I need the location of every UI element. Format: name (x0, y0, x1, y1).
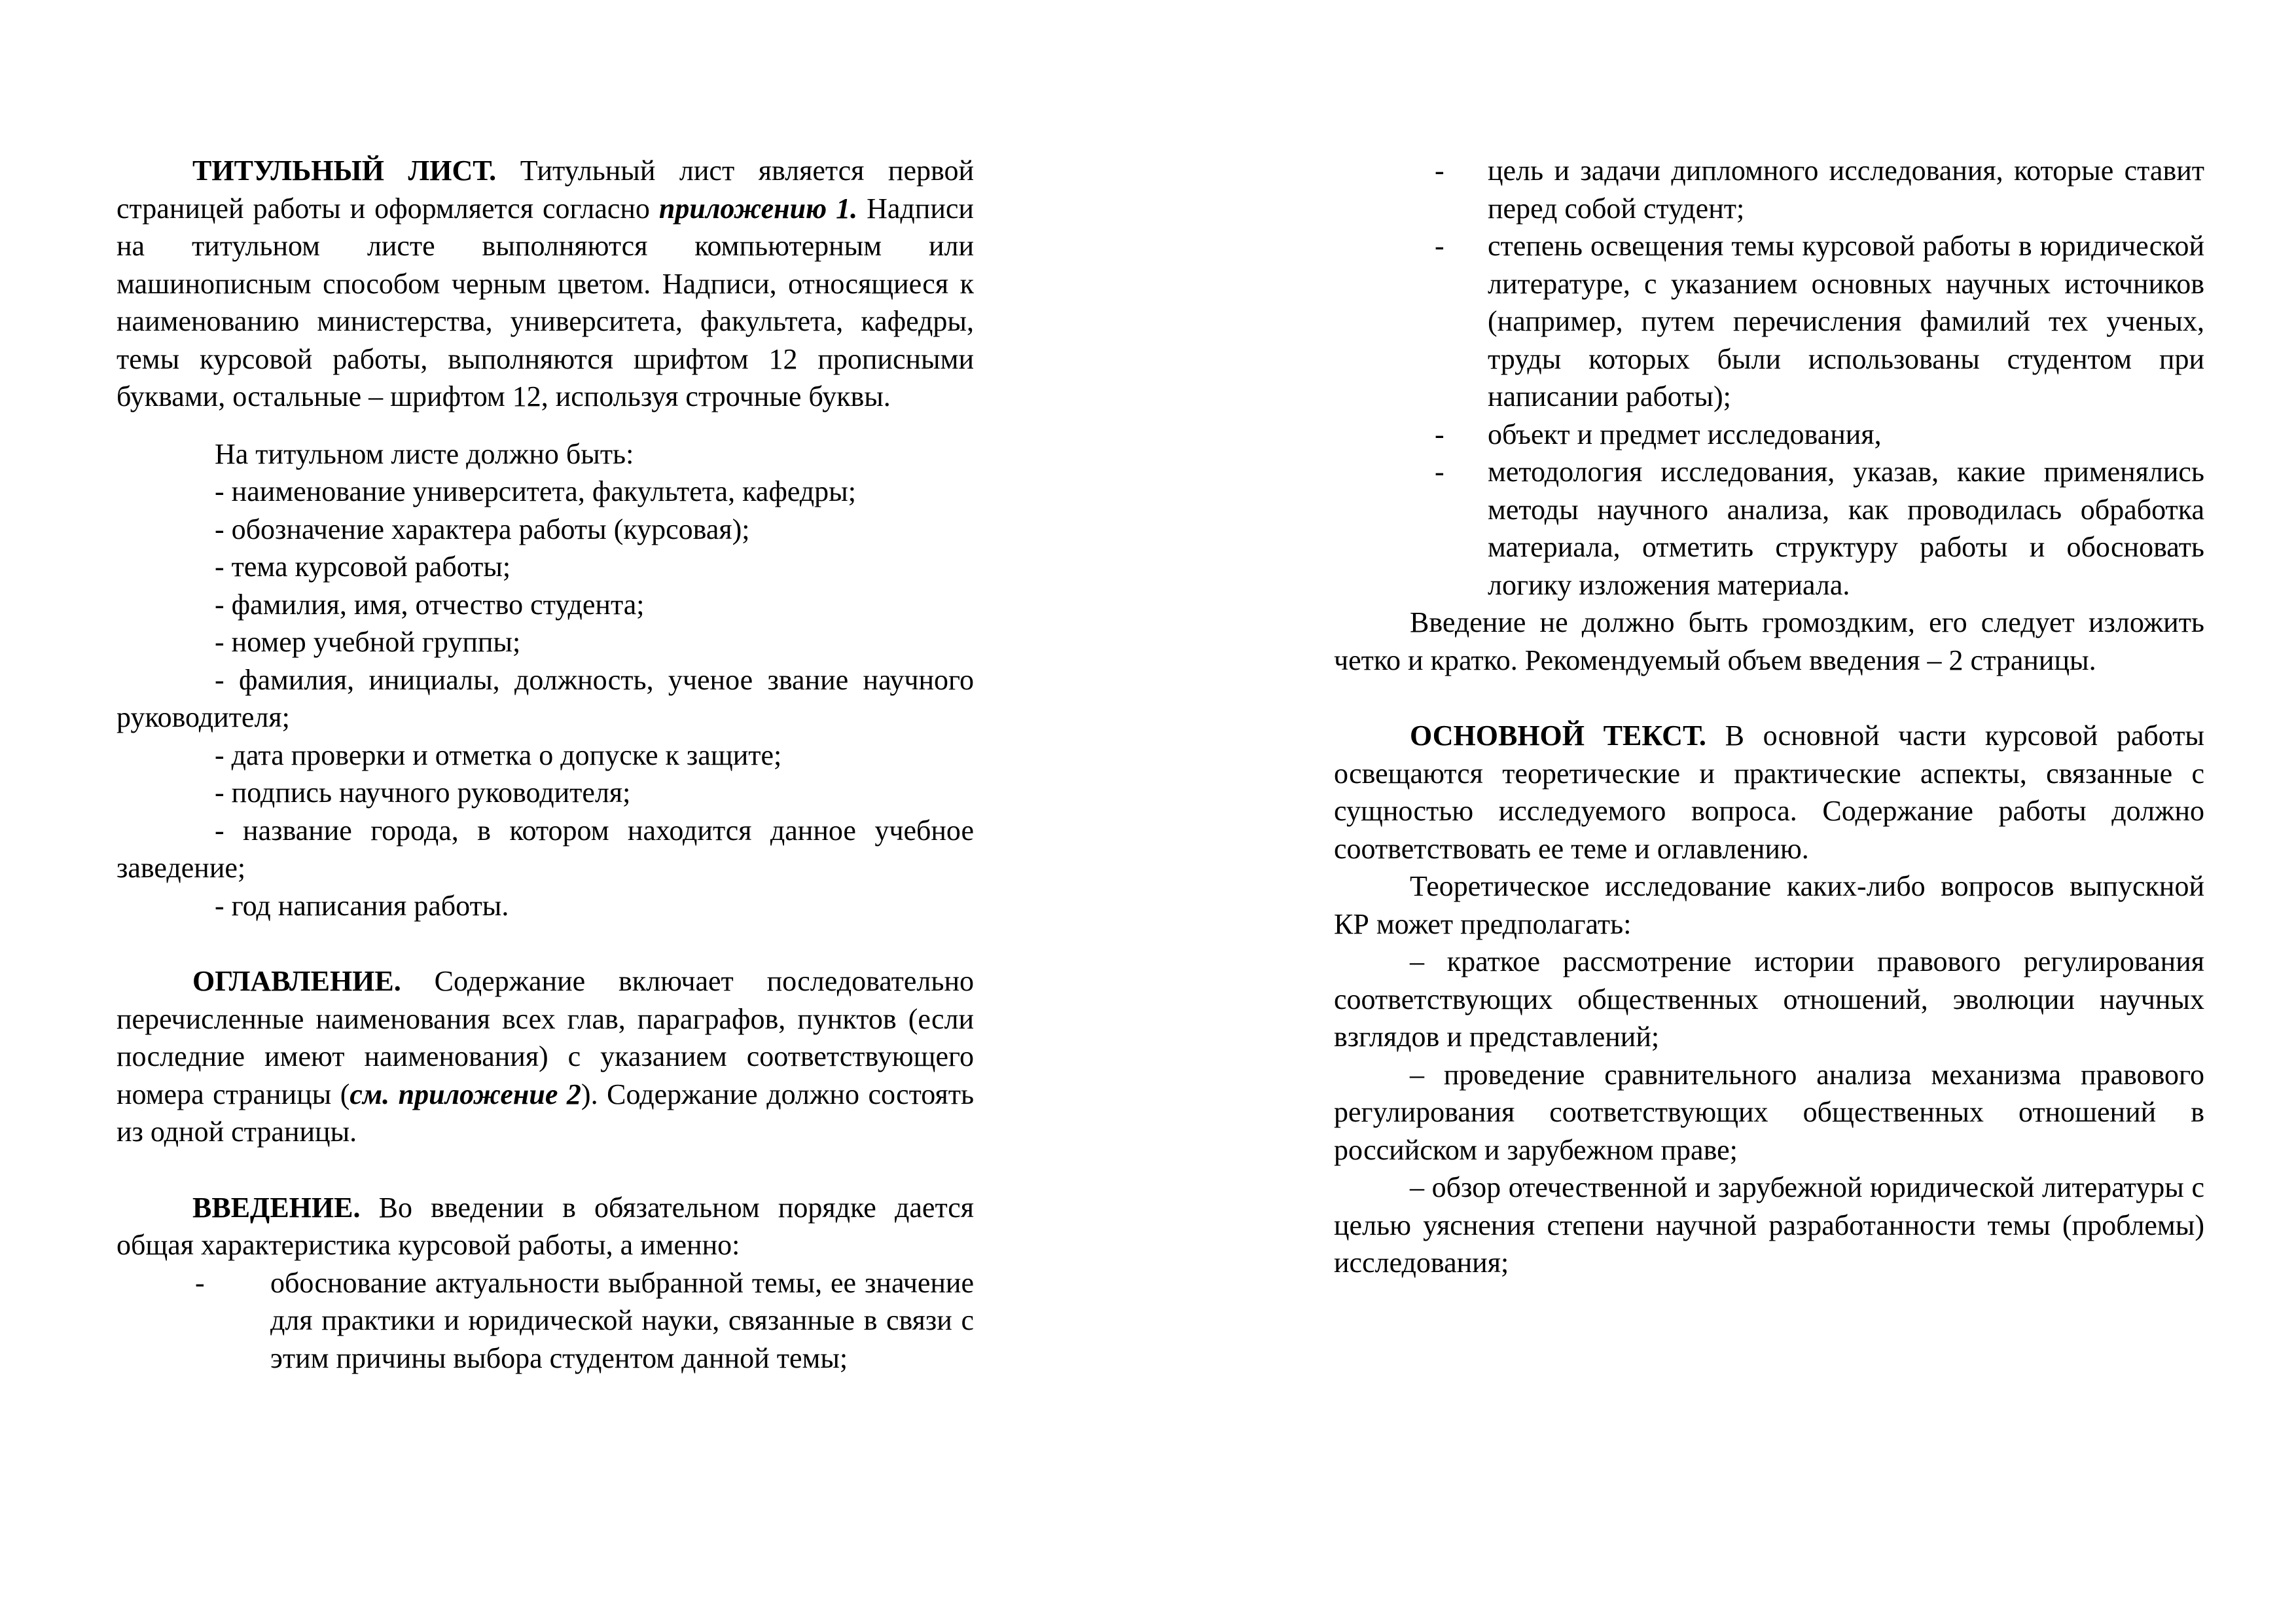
list-item: - подпись научного руководителя; (215, 776, 631, 809)
spacer (1334, 679, 2204, 717)
spacer (117, 416, 974, 435)
list-item: – проведение сравнительного анализа механизма правового регулирования соответствующих общественных отношений в российском и зарубежном праве; (1334, 1058, 2204, 1166)
spacer (117, 924, 974, 962)
list-bullet: - (1435, 155, 1444, 187)
left-page (117, 152, 974, 1377)
list-item (1334, 152, 2204, 227)
list-item-text: методология исследования, указав, какие применялись методы научного анализа, как проводилась обработка материала, отметить структуру работы и обосновать логику изложения материала. (1488, 456, 2204, 601)
title-sheet-text-b: Надписи на титульном листе выполняются компьютерным или машинописным способом черным цветом. Надписи, относящиеся к наименованию министерства, университета, факультета, кафедры, темы курсовой работы, выполняются шрифтом 12 прописными буквами, остальные – шрифтом 12, используя строчные буквы. (117, 192, 974, 412)
theory-intro: Теоретическое исследование каких-либо вопросов выпускной КР может предполагать: (1334, 870, 2204, 940)
list-bullet: - (1435, 418, 1444, 450)
contents-paragraph (117, 962, 974, 1151)
right-page (1334, 152, 2204, 1282)
list-bullet: - (195, 1266, 205, 1299)
title-sheet-text-a: Титульный лист является первой страницей работы и оформляется согласно (117, 155, 974, 225)
list-item: – краткое рассмотрение истории правового регулирования соответствующих общественных отношений, эволюции научных взглядов и представлений; (1334, 945, 2204, 1053)
list-item: - фамилия, инициалы, должность, ученое звание научного руководителя; (117, 663, 974, 733)
introduction-paragraph (117, 1189, 974, 1264)
list-item: - год написания работы. (215, 889, 509, 922)
introduction-text: Во введении в обязательном порядке дается общая характеристика курсовой работы, а именно: (117, 1191, 974, 1261)
title-list-intro: На титульном листе должно быть: (215, 437, 634, 470)
list-item (1334, 453, 2204, 604)
list-item-text: обоснование актуальности выбранной темы, ее значение для практики и юридической науки, связанные в связи с этим причины выбора студентом данной темы; (270, 1266, 974, 1374)
list-item: - номер учебной группы; (215, 626, 521, 658)
contents-text-a: Содержание включает последовательно перечисленные наименования всех глав, параграфов, пунктов (если последние имеют наименования) с указанием соответствующего номера страницы ( (117, 965, 974, 1110)
list-bullet: - (1435, 230, 1444, 262)
list-item: - тема курсовой работы; (215, 551, 511, 583)
list-bullet: - (1435, 456, 1444, 488)
appendix-2-ref: см. приложение 2 (350, 1078, 581, 1110)
list-item: - название города, в котором находится данное учебное заведение; (117, 814, 974, 884)
list-item-text: цель и задачи дипломного исследования, которые ставит перед собой студент; (1488, 155, 2204, 225)
list-item: - обозначение характера работы (курсовая); (215, 513, 750, 545)
list-item (117, 1264, 974, 1377)
list-item: - наименование университета, факультета, кафедры; (215, 475, 856, 507)
title-sheet-heading: ТИТУЛЬНЫЙ ЛИСТ. (192, 155, 497, 187)
contents-heading: ОГЛАВЛЕНИЕ. (192, 965, 401, 997)
list-item: - дата проверки и отметка о допуске к защите; (215, 739, 782, 771)
list-item-text: объект и предмет исследования, (1488, 418, 1882, 450)
main-text-heading: ОСНОВНОЙ ТЕКСТ. (1410, 720, 1706, 752)
list-item: – обзор отечественной и зарубежной юридической литературы с целью уяснения степени научной разработанности темы (проблемы) исследования; (1334, 1171, 2204, 1279)
spacer (117, 1151, 974, 1189)
main-text-body: В основной части курсовой работы освещаются теоретические и практические аспекты, связанные с сущностью исследуемого вопроса. Содержание работы должно соответствовать ее теме и оглавлению. (1334, 720, 2204, 865)
title-requirements-list (117, 435, 974, 925)
list-item-text: степень освещения темы курсовой работы в юридической литературе, с указанием основных научных источников (например, путем перечисления фамилий тех ученых, труды которых были использованы студентом при написании работы); (1488, 230, 2204, 412)
main-text-paragraph (1334, 717, 2204, 867)
list-item: - фамилия, имя, отчество студента; (215, 588, 645, 621)
appendix-1-ref: приложению 1. (658, 192, 858, 225)
introduction-note: Введение не должно быть громоздким, его следует изложить четко и кратко. Рекомендуемый объем введения – 2 страницы. (1334, 606, 2204, 676)
list-item (1334, 416, 2204, 454)
introduction-heading: ВВЕДЕНИЕ. (192, 1191, 361, 1224)
title-sheet-paragraph (117, 152, 974, 416)
list-item (1334, 227, 2204, 416)
contents-text-b: ). Содержание должно состоять из одной страницы. (117, 1078, 975, 1148)
